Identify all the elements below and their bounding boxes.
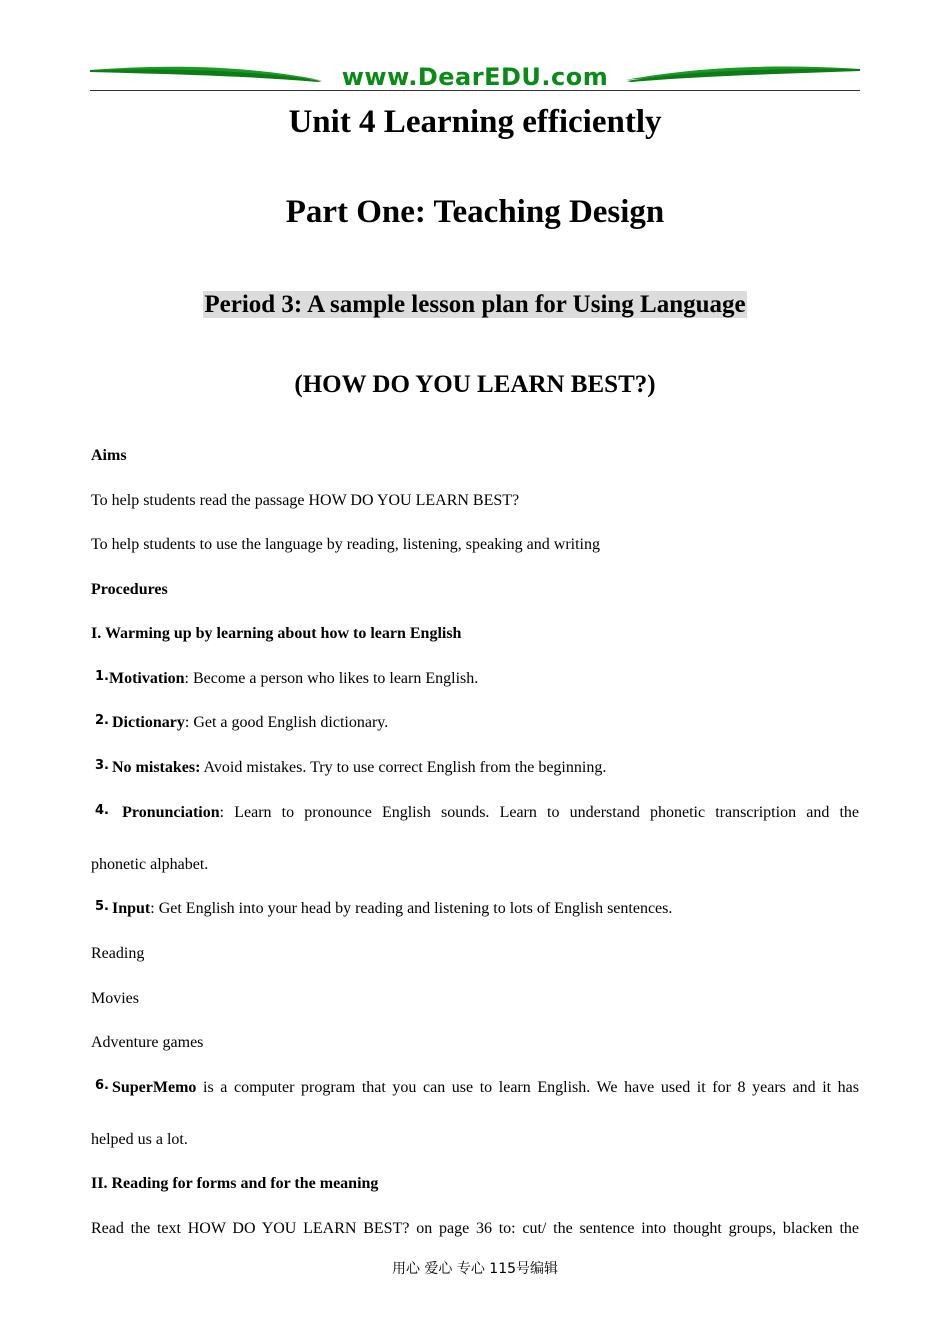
item-separator: : [219, 804, 235, 821]
part-title: Part One: Teaching Design [285, 194, 665, 230]
list-item [91, 669, 859, 690]
page-footer: 用心 爱心 专心 115号编辑 [391, 1261, 559, 1277]
site-logo: www.DearEDU.com [341, 63, 609, 91]
item-number: 1. [95, 669, 109, 684]
aim-item: To help students read the passage HOW DO YOU LEARN BEST? [91, 492, 520, 509]
item-text: Avoid mistakes. Try to use correct English from the beginning. [203, 759, 607, 776]
list-item [91, 899, 859, 920]
list-item [91, 758, 859, 779]
item-separator: : [184, 714, 194, 731]
item-number: 3. [95, 758, 109, 773]
item-text: is a computer program that you can use to learn English. We have used it for 8 years and it has [203, 1079, 860, 1096]
section-heading: II. Reading for forms and for the meaning [91, 1175, 379, 1192]
item-text: Get a good English dictionary. [193, 714, 389, 731]
procedures-heading: Procedures [91, 581, 168, 598]
item-term: No mistakes: [111, 759, 201, 776]
item-number: 4. [95, 803, 109, 818]
paragraph: Read the text HOW DO YOU LEARN BEST? on page 36 to: cut/ the sentence into thought groups, blacken the [91, 1220, 859, 1237]
item-number: 6. [95, 1078, 109, 1093]
list-item-continuation: helped us a lot. [91, 1131, 188, 1148]
item-term: Motivation [108, 670, 185, 687]
item-term: Pronunciation [122, 804, 220, 821]
input-list-item: Reading [91, 945, 145, 962]
section-heading: I. Warming up by learning about how to learn English [91, 625, 462, 642]
header-banner [90, 62, 860, 92]
item-number: 5. [95, 899, 109, 914]
input-list-item: Movies [91, 990, 139, 1007]
period-title [0, 291, 950, 319]
aims-heading: Aims [91, 447, 127, 464]
item-number: 2. [95, 713, 109, 728]
item-separator: : [150, 900, 159, 917]
header-divider [90, 90, 860, 91]
input-list-item: Adventure games [91, 1034, 204, 1051]
unit-title: Unit 4 Learning efficiently [288, 104, 662, 140]
item-term: Dictionary [111, 714, 185, 731]
item-text: Become a person who likes to learn English. [192, 670, 479, 687]
item-term: Input [111, 900, 151, 917]
item-text: Get English into your head by reading and listening to lots of English sentences. [158, 900, 673, 917]
period-title-text: Period 3: A sample lesson plan for Using Language [204, 291, 746, 318]
list-item [91, 803, 859, 824]
aim-item: To help students to use the language by reading, listening, speaking and writing [91, 536, 600, 553]
item-term: SuperMemo [111, 1079, 197, 1096]
item-text: Learn to pronounce English sounds. Learn to understand phonetic transcription and the [234, 804, 860, 821]
list-item [91, 713, 859, 734]
list-item [91, 1078, 859, 1099]
lesson-subtitle: (HOW DO YOU LEARN BEST?) [294, 371, 656, 398]
list-item-continuation: phonetic alphabet. [91, 856, 209, 873]
item-separator: : [184, 670, 193, 687]
